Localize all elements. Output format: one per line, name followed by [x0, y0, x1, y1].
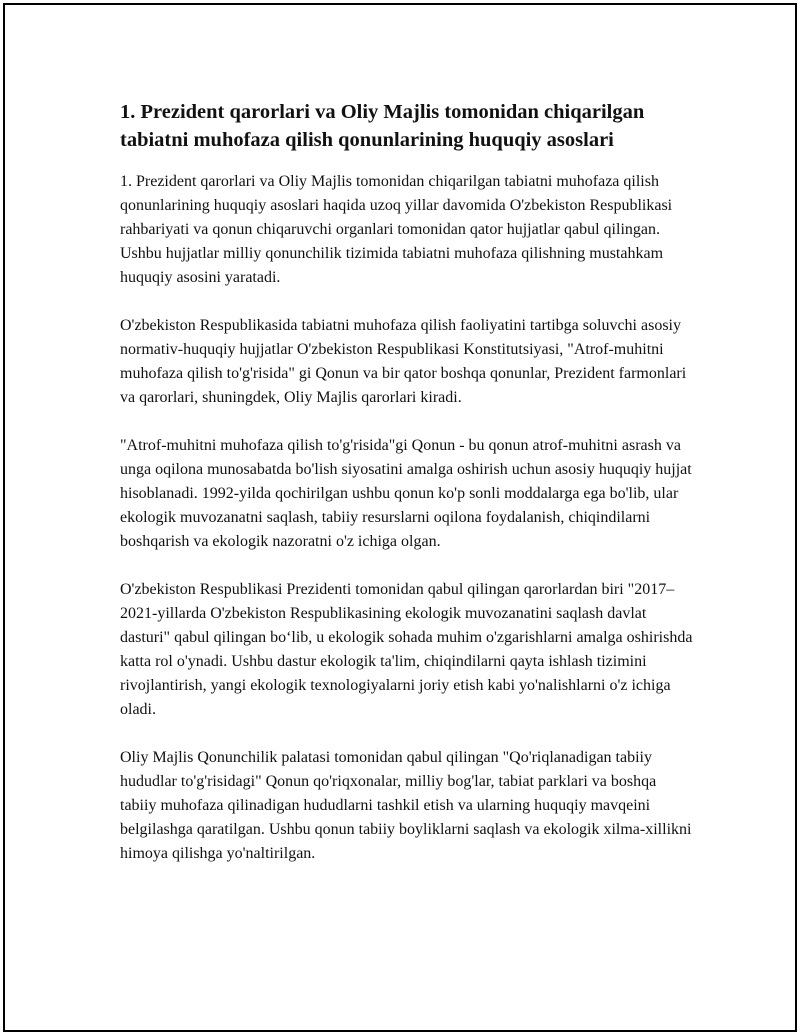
paragraph-2: O'zbekiston Respublikasida tabiatni muhofaza qilish faoliyatini tartibga soluvchi asosiy normativ-huquqiy hujjatlar O'zbekiston Respublikasi Konstitutsiyasi, "Atrof-muhitni muhofaza qilish to'g'risida" gi Qonun va bir qator boshqa qonunlar, Prezident farmonlari va qarorlari, shuningdek, Oliy Majlis qarorlari kiradi.	[120, 317, 687, 406]
page-frame	[3, 3, 797, 1032]
paragraph-3: "Atrof-muhitni muhofaza qilish to'g'risida"gi Qonun - bu qonun atrof-muhitni asrash va unga oqilona munosabatda bo'lish siyosatini amalga oshirish uchun asosiy huquqiy hujjat hisoblanadi. 1992-yilda qochirilgan ushbu qonun ko'p sonli moddalarga ega bo'lib, ular ekologik muvozanatni saqlash, tabiiy resurslarni oqilona foydalanish, chiqindilarni boshqarish va ekologik nazoratni o'z ichiga olgan.	[120, 437, 692, 550]
paragraph-5: Oliy Majlis Qonunchilik palatasi tomonidan qabul qilingan "Qo'riqlanadigan tabiiy hududlar to'g'risidagi" Qonun qo'riqxonalar, milliy bog'lar, tabiat parklari va boshqa tabiiy muhofaza qilinadigan hududlarni tashkil etish va ularning huquqiy mavqeini belgilashga qaratilgan. Ushbu qonun tabiiy boyliklarni saqlash va ekologik xilma-xillikni himoya qilishga yo'naltirilgan.	[120, 749, 692, 862]
document-body	[120, 98, 695, 890]
paragraph-4: O'zbekiston Respublikasi Prezidenti tomonidan qabul qilingan qarorlardan biri "2017–2021-yillarda O'zbekiston Respublikasining ekologik muvozanatini saqlash davlat dasturi" qabul qilingan bo‘lib, u ekologik sohada muhim o'zgarishlarni amalga oshirishda katta rol o'ynadi. Ushbu dastur ekologik ta'lim, chiqindilarni qayta ishlash tizimini rivojlantirish, yangi ekologik texnologiyalarni joriy etish kabi yo'nalishlarni o'z ichiga oladi.	[120, 581, 693, 718]
paragraph-1: 1. Prezident qarorlari va Oliy Majlis tomonidan chiqarilgan tabiatni muhofaza qilish qonunlarining huquqiy asoslari haqida uzoq yillar davomida O'zbekiston Respublikasi rahbariyati va qonun chiqaruvchi organlari tomonidan qator hujjatlar qabul qilingan. Ushbu hujjatlar milliy qonunchilik tizimida tabiatni muhofaza qilishning mustahkam huquqiy asosini yaratadi.	[120, 173, 673, 286]
document-title: 1. Prezident qarorlari va Oliy Majlis tomonidan chiqarilgan tabiatni muhofaza qilish qonunlarining huquqiy asoslari	[120, 101, 645, 151]
